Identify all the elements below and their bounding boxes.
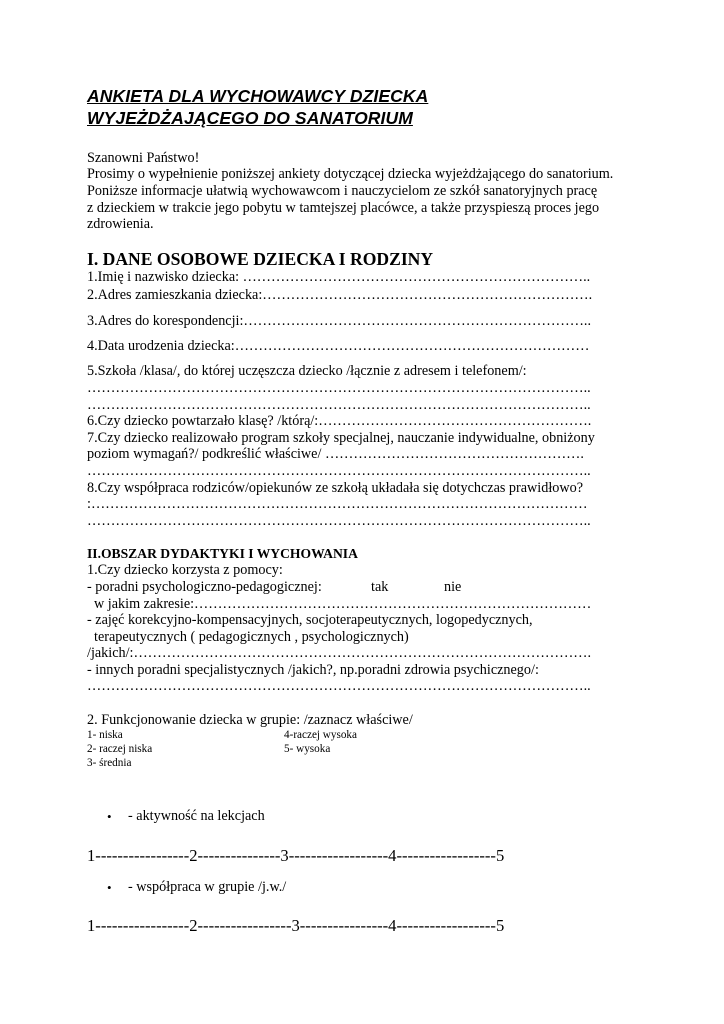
legend-item: 1- niska — [87, 729, 123, 741]
rating-scale: 1-----------------2-----------------3----------------4------------------5 — [87, 916, 505, 935]
document-title-line-2: WYJEŻDŻAJĄCEGO DO SANATORIUM — [87, 108, 413, 128]
question-group-functioning: 2. Funkcjonowanie dziecka w grupie: /zaznacz właściwe/ — [87, 712, 413, 728]
answer-line: …………………………………………………………………………………………….. — [87, 380, 591, 396]
question-8-cooperation: 8.Czy współpraca rodziców/opiekunów ze szkołą układała się dotychczas prawidłowo? — [87, 480, 584, 496]
intro-greeting: Szanowni Państwo! — [87, 150, 200, 166]
question-7-program: 7.Czy dziecko realizowało program szkoły specjalnej, nauczanie indywidualne, obniżony — [87, 430, 595, 446]
which-line: /jakich/:……………………………………………………………………………………. — [87, 645, 592, 661]
intro-line: Poniższe informacje ułatwią wychowawcom i nauczycielom ze szkół sanatoryjnych pracę — [87, 183, 598, 199]
intro-line: zdrowienia. — [87, 216, 154, 232]
answer-line: …………………………………………………………………………………………….. — [87, 678, 591, 694]
question-help: 1.Czy dziecko korzysta z pomocy: — [87, 562, 283, 578]
question-2-address: 2.Adres zamieszkania dziecka:……………………………………………………………. — [87, 287, 593, 303]
question-7-continued: poziom wymagań?/ podkreślić właściwe/ ………………………………………………. — [87, 446, 584, 462]
scope-line: w jakim zakresie:………………………………………………………………………… — [94, 596, 592, 612]
option-other-clinics: - innych poradni specjalistycznych /jakich?, np.poradni zdrowia psychicznego/: — [87, 662, 539, 678]
legend-item: 3- średnia — [87, 757, 132, 769]
rating-item-label: - współpraca w grupie /j.w./ — [128, 879, 287, 895]
option-psych-clinic: - poradni psychologiczno-pedagogicznej: — [87, 579, 322, 595]
answer-line: …………………………………………………………………………………………….. — [87, 513, 591, 529]
bullet-icon: • — [107, 880, 112, 895]
legend-item: 5- wysoka — [284, 743, 331, 755]
answer-line: …………………………………………………………………………………………….. — [87, 397, 591, 413]
section-2-heading: II.OBSZAR DYDAKTYKI I WYCHOWANIA — [87, 546, 358, 561]
question-6-repeated-class: 6.Czy dziecko powtarzało klasę? /którą/:…………………………………………………. — [87, 413, 592, 429]
answer-line: :…………………………………………………………………………………………… — [87, 496, 588, 512]
question-1-name: 1.Imię i nazwisko dziecka: ……………………………………………………………….. — [87, 269, 591, 285]
bullet-icon: • — [107, 809, 112, 824]
legend-item: 4-raczej wysoka — [284, 729, 357, 741]
intro-line: z dzieckiem w trakcie jego pobytu w tamtejszej placówce, a także przyspieszą proces jego — [87, 200, 600, 216]
intro-line: Prosimy o wypełnienie poniższej ankiety dotyczącej dziecka wyjeżdżającego do sanatorium. — [87, 166, 614, 182]
rating-item-label: - aktywność na lekcjach — [128, 808, 265, 824]
answer-line: …………………………………………………………………………………………….. — [87, 463, 591, 479]
question-4-birth-date: 4.Data urodzenia dziecka:………………………………………………………………… — [87, 338, 590, 354]
option-classes: - zajęć korekcyjno-kompensacyjnych, socjoterapeutycznych, logopedycznych, — [87, 612, 533, 628]
option-classes-continued: terapeutycznych ( pedagogicznych , psychologicznych) — [94, 629, 409, 645]
question-3-correspondence: 3.Adres do korespondencji:……………………………………………………………….. — [87, 313, 592, 329]
legend-item: 2- raczej niska — [87, 743, 153, 755]
question-5-school: 5.Szkoła /klasa/, do której uczęszcza dziecko /łącznie z adresem i telefonem/: — [87, 363, 527, 379]
option-yes: tak — [371, 579, 389, 595]
rating-scale: 1-----------------2---------------3------------------4------------------5 — [87, 846, 505, 865]
section-1-heading: I. DANE OSOBOWE DZIECKA I RODZINY — [87, 249, 434, 269]
option-no: nie — [444, 579, 462, 595]
document-title-line-1: ANKIETA DLA WYCHOWAWCY DZIECKA — [87, 86, 429, 106]
